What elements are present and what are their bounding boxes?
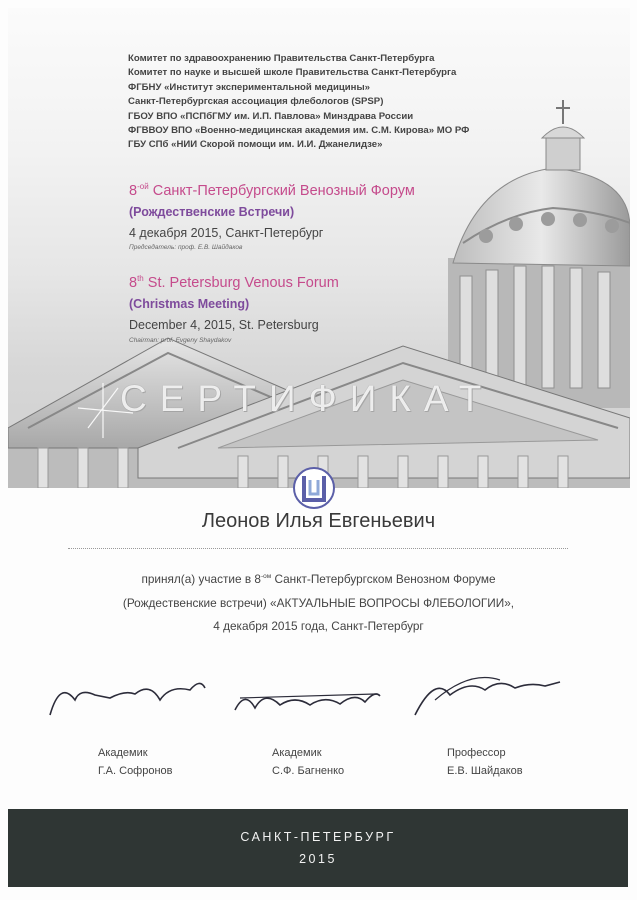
participation-text: принял(а) участие в 8 bbox=[141, 572, 261, 586]
forum-number-suffix-ru: -ой bbox=[137, 182, 149, 191]
participation-forum: Санкт-Петербургском Венозном Форуме bbox=[271, 572, 496, 586]
signer-title: Академик bbox=[272, 747, 322, 759]
signatures bbox=[40, 660, 600, 730]
participation-line-2: (Рождественские встречи) «АКТУАЛЬНЫЕ ВОПРОСЫ ФЛЕБОЛОГИИ», bbox=[122, 596, 515, 610]
recipient-name: Леонов Илья Евгеньевич bbox=[201, 510, 436, 532]
forum-title-text-ru: Санкт-Петербургский Венозный Форум bbox=[152, 183, 415, 199]
signer-bagnenko bbox=[272, 744, 344, 780]
organizer-line: Комитет по здравоохранению Правительства Санкт-Петербурга bbox=[128, 53, 435, 64]
forum-title-text-en: St. Petersburg Venous Forum bbox=[147, 275, 339, 291]
forum-number-ru: 8 bbox=[129, 183, 138, 199]
organizer-line: ГБОУ ВПО «ПСПбГМУ им. И.П. Павлова» Минздрава России bbox=[128, 110, 414, 122]
organizer-line: ФГВВОУ ВПО «Военно-медицинская академия им. С.М. Кирова» МО РФ bbox=[128, 125, 470, 137]
signer-name: Е.В. Шайдаков bbox=[447, 765, 523, 777]
organizer-list bbox=[128, 52, 558, 153]
signer-title: Академик bbox=[98, 747, 148, 759]
forum-date-en: December 4, 2015, St. Petersburg bbox=[129, 318, 319, 332]
participation-line-3: 4 декабря 2015 года, Санкт-Петербург bbox=[213, 619, 424, 633]
footer-year: 2015 bbox=[299, 852, 337, 866]
association-logo-icon bbox=[292, 466, 336, 510]
signer-title: Профессор bbox=[447, 747, 506, 759]
footer-city: САНКТ-ПЕТЕРБУРГ bbox=[240, 830, 396, 844]
name-underline bbox=[68, 548, 568, 549]
forum-subtitle-en: (Christmas Meeting) bbox=[129, 297, 250, 311]
signature-sofronov bbox=[50, 683, 205, 715]
forum-chair-en: Chairman: prof. Evgeny Shaydakov bbox=[129, 337, 232, 344]
forum-chair-ru: Председатель: проф. Е.В. Шайдаков bbox=[129, 244, 243, 251]
organizer-line: Комитет по науке и высшей школе Правительства Санкт-Петербурга bbox=[128, 67, 457, 79]
forum-number-en: 8 bbox=[129, 275, 138, 291]
forum-title-en bbox=[129, 274, 339, 291]
participation-line-1 bbox=[0, 572, 637, 586]
signer-name: С.Ф. Багненко bbox=[272, 765, 345, 777]
footer-band bbox=[8, 809, 628, 887]
organizer-line: ФГБНУ «Институт экспериментальной медицины» bbox=[128, 81, 371, 93]
participation-ordinal: -ом bbox=[260, 573, 272, 580]
forum-date-ru: 4 декабря 2015, Санкт-Петербург bbox=[129, 226, 324, 240]
forum-subtitle-ru: (Рождественские Встречи) bbox=[129, 205, 295, 219]
certificate-heading: СЕРТИФИКАТ bbox=[120, 378, 495, 419]
organizer-line: Санкт-Петербургская ассоциация флебологов (SPSP) bbox=[128, 96, 384, 108]
signer-name: Г.А. Софронов bbox=[98, 765, 173, 777]
forum-number-suffix-en: th bbox=[137, 274, 144, 283]
forum-title-ru bbox=[129, 182, 415, 199]
organizer-line: ГБУ СПб «НИИ Скорой помощи им. И.И. Джанелидзе» bbox=[128, 139, 383, 151]
signer-shaydakov bbox=[447, 744, 523, 780]
signer-sofronov bbox=[98, 744, 173, 780]
